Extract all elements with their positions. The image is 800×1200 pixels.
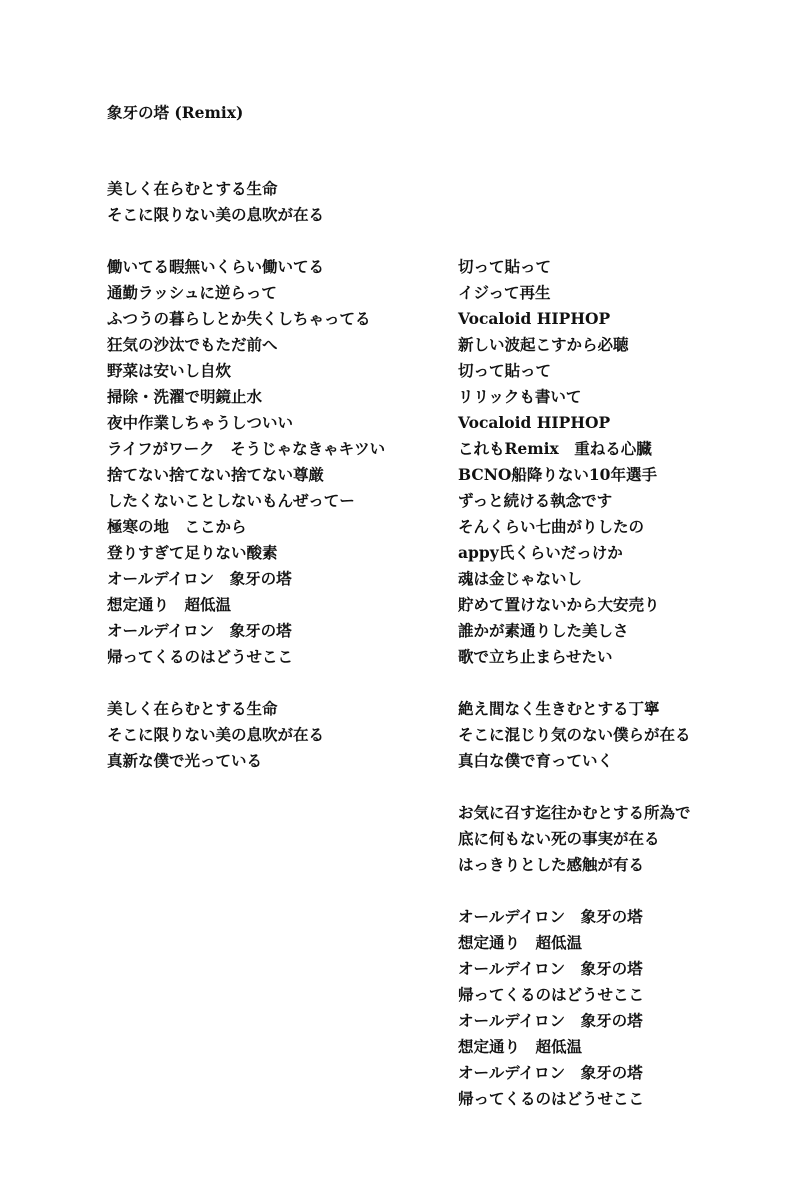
lyric-line: 働いてる暇無いくらい働いてる: [107, 257, 325, 276]
lyric-line: Vocaloid HIPHOP: [458, 309, 611, 328]
lyric-line: 極寒の地 ここから: [107, 517, 247, 536]
lyric-line: 帰ってくるのはどうせここ: [458, 1089, 645, 1108]
lyric-line: 夜中作業しちゃうしついい: [107, 413, 294, 432]
lyric-line: 帰ってくるのはどうせここ: [107, 647, 294, 666]
stanza: [107, 254, 447, 670]
lyric-line: 登りすぎて足りない酸素: [107, 543, 278, 562]
lyric-line: 絶え間なく生きむとする丁寧: [458, 699, 660, 718]
lyric-line: appy氏くらいだっけか: [458, 543, 623, 562]
left-lyrics-column: [107, 176, 447, 774]
stanza: [458, 904, 788, 1112]
lyric-line: オールデイロン 象牙の塔: [107, 569, 292, 588]
lyric-line: 想定通り 超低温: [107, 595, 232, 614]
lyric-line: Vocaloid HIPHOP: [458, 413, 611, 432]
lyric-line: オールデイロン 象牙の塔: [458, 959, 643, 978]
lyric-line: そんくらい七曲がりしたの: [458, 517, 645, 536]
lyric-line: これもRemix 重ねる心臓: [458, 439, 652, 458]
lyric-line: リリックも書いて: [458, 387, 582, 406]
lyric-line: オールデイロン 象牙の塔: [107, 621, 292, 640]
lyric-line: ライフがワーク そうじゃなきゃキツい: [107, 439, 386, 458]
stanza: [107, 176, 447, 228]
lyric-line: オールデイロン 象牙の塔: [458, 907, 643, 926]
lyric-line: したくないことしないもんぜってー: [107, 491, 355, 510]
stanza: [458, 800, 788, 878]
lyric-line: ずっと続ける執念です: [458, 491, 613, 510]
lyric-line: お気に召す迄往かむとする所為で: [458, 803, 691, 822]
lyric-line: 野菜は安いし自炊: [107, 361, 232, 380]
lyric-line: 切って貼って: [458, 361, 552, 380]
lyric-line: 貯めて置けないから大安売り: [458, 595, 660, 614]
lyric-line: 美しく在らむとする生命: [107, 699, 278, 718]
lyric-line: そこに限りない美の息吹が在る: [107, 205, 325, 224]
stanza: [107, 696, 447, 774]
stanza: [458, 254, 788, 670]
lyric-line: はっきりとした感触が有る: [458, 855, 645, 874]
lyric-line: オールデイロン 象牙の塔: [458, 1063, 643, 1082]
lyric-line: オールデイロン 象牙の塔: [458, 1011, 643, 1030]
lyric-line: ふつうの暮らしとか失くしちゃってる: [107, 309, 371, 328]
lyric-line: 想定通り 超低温: [458, 1037, 583, 1056]
lyric-line: 掃除・洗濯で明鏡止水: [107, 387, 263, 406]
lyric-line: 狂気の沙汰でもただ前へ: [107, 335, 278, 354]
right-lyrics-column: [458, 254, 788, 1112]
lyric-line: 歌で立ち止まらせたい: [458, 647, 613, 666]
lyric-line: 誰かが素通りした美しさ: [458, 621, 629, 640]
lyric-line: 真白な僕で育っていく: [458, 751, 614, 770]
lyric-line: 帰ってくるのはどうせここ: [458, 985, 645, 1004]
lyric-line: 捨てない捨てない捨てない尊厳: [107, 465, 325, 484]
lyrics-title: 象牙の塔 (Remix): [107, 103, 244, 122]
stanza: [458, 696, 788, 774]
lyric-line: 通勤ラッシュに逆らって: [107, 283, 277, 302]
lyric-line: イジって再生: [458, 283, 551, 302]
lyric-line: 魂は金じゃないし: [458, 569, 583, 588]
lyric-line: 美しく在らむとする生命: [107, 179, 278, 198]
lyric-line: そこに混じり気のない僕らが在る: [458, 725, 691, 744]
lyric-line: そこに限りない美の息吹が在る: [107, 725, 325, 744]
lyric-line: 底に何もない死の事実が在る: [458, 829, 660, 848]
lyric-line: 切って貼って: [458, 257, 552, 276]
lyric-line: 真新な僕で光っている: [107, 751, 263, 770]
lyric-line: 想定通り 超低温: [458, 933, 583, 952]
lyric-line: BCNO船降りない10年選手: [458, 465, 657, 484]
lyric-line: 新しい波起こすから必聴: [458, 335, 629, 354]
